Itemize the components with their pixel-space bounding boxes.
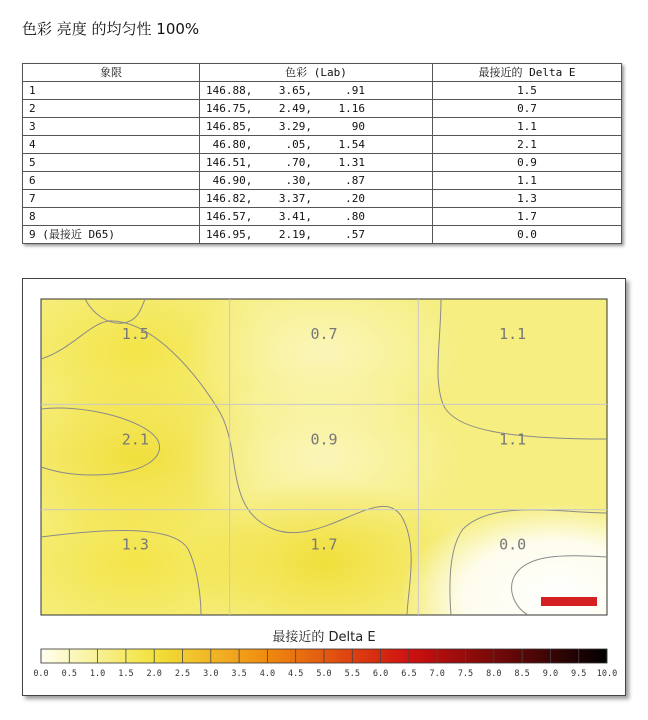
table-row [23,154,622,172]
scale-tick-label: 10.0 [596,669,618,679]
scale-tick-label: 1.5 [118,669,134,679]
cell-lab: 146.75, 2.49, 1.16 [200,100,433,118]
cell-value-label: 2.1 [121,430,149,449]
cell-value-label: 0.9 [310,430,338,449]
cell-quadrant: 8 [23,208,200,226]
cell-quadrant: 7 [23,190,200,208]
cell-value-label: 0.7 [310,325,338,343]
cell-lab: 146.88, 3.65, .91 [200,82,433,100]
scale-tick-label: 0.0 [33,669,49,679]
scale-tick-label: 8.0 [486,669,502,679]
lab-table [22,63,622,244]
cell-value-label: 1.1 [499,430,527,449]
cell-lab: 46.80, .05, 1.54 [200,136,433,154]
cell-lab: 146.57, 3.41, .80 [200,208,433,226]
scale-tick-label: 3.5 [231,669,247,679]
uniformity-heatmap [23,279,625,695]
cell-value-label: 0.0 [499,535,527,554]
legend-title: 最接近的 Delta E [272,630,376,645]
cell-delta-e: 1.1 [433,172,622,190]
header-delta-e: 最接近的 Delta E [433,64,622,82]
uniformity-chart-panel [22,278,626,696]
cell-delta-e: 0.0 [433,226,622,244]
cell-lab: 146.85, 3.29, 90 [200,118,433,136]
scale-tick-label: 1.0 [89,669,106,679]
table-row [23,82,622,100]
scale-tick-label: 7.5 [457,669,474,679]
table-row [23,226,622,244]
scale-tick-label: 0.5 [61,669,77,679]
scale-tick-label: 8.5 [514,669,530,679]
scale-tick-label: 6.5 [401,669,417,679]
header-lab: 色彩 (Lab) [200,64,433,82]
table-row [23,190,622,208]
page-title: 色彩 亮度 的均匀性 100% [22,20,200,38]
table-row [23,136,622,154]
scale-tick-label: 2.0 [146,669,162,679]
table-row [23,208,622,226]
scale-tick-label: 5.5 [344,669,360,679]
cell-quadrant: 6 [23,172,200,190]
cell-lab: 146.51, .70, 1.31 [200,154,433,172]
scale-tick-label: 9.5 [571,669,587,679]
cell-delta-e: 0.7 [433,100,622,118]
cell-delta-e: 1.3 [433,190,622,208]
scale-tick-label: 7.0 [429,669,445,679]
table-row [23,118,622,136]
cell-quadrant: 4 [23,136,200,154]
cell-delta-e: 1.1 [433,118,622,136]
cell-quadrant: 9 (最接近 D65) [23,226,200,244]
reference-marker [541,597,597,606]
cell-quadrant: 1 [23,82,200,100]
color-scale-legend [33,629,617,679]
cell-lab: 146.82, 3.37, .20 [200,190,433,208]
cell-delta-e: 1.5 [433,82,622,100]
cell-delta-e: 1.7 [433,208,622,226]
scale-tick-label: 4.0 [259,669,276,679]
cell-quadrant: 5 [23,154,200,172]
cell-value-label: 1.5 [121,325,149,343]
cell-quadrant: 3 [23,118,200,136]
cell-value-label: 1.3 [121,535,149,554]
cell-value-label: 1.7 [310,535,338,554]
scale-tick-label: 3.0 [203,669,219,679]
cell-lab: 46.90, .30, .87 [200,172,433,190]
scale-tick-label: 6.0 [372,669,389,679]
header-quadrant: 象限 [23,64,200,82]
table-header-row [23,64,622,82]
scale-tick-label: 9.0 [542,669,559,679]
cell-lab: 146.95, 2.19, .57 [200,226,433,244]
scale-tick-label: 4.5 [288,669,304,679]
cell-quadrant: 2 [23,100,200,118]
table-row [23,172,622,190]
scale-tick-label: 2.5 [174,669,191,679]
scale-tick-label: 5.0 [316,669,332,679]
table-row [23,100,622,118]
cell-delta-e: 0.9 [433,154,622,172]
cell-delta-e: 2.1 [433,136,622,154]
cell-value-label: 1.1 [499,325,527,343]
